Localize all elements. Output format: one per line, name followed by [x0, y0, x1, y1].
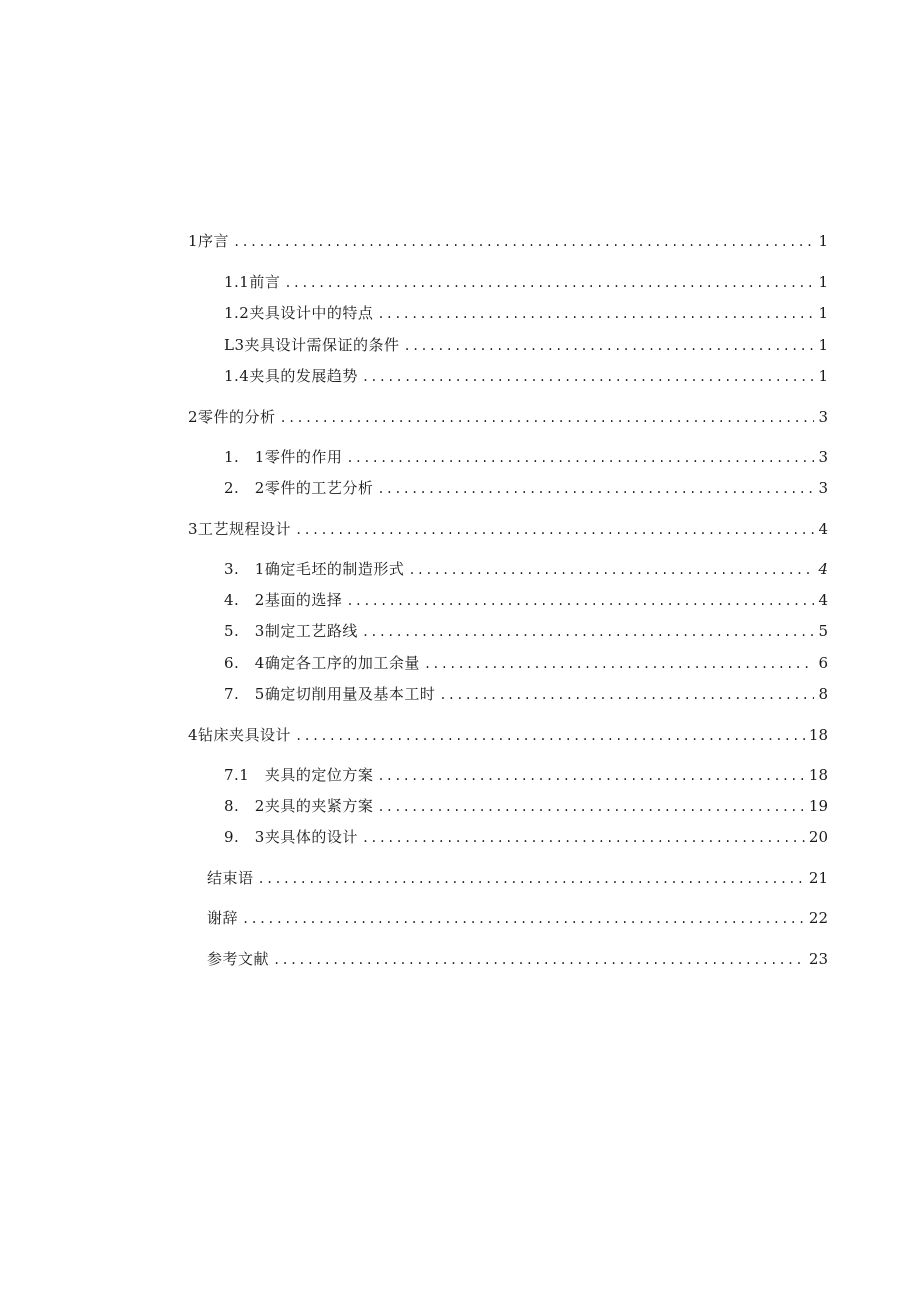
toc-entry[interactable]: [224, 653, 828, 673]
toc-entry[interactable]: [224, 447, 828, 467]
toc-entry-page: 1: [818, 273, 828, 291]
toc-entry-page: 4: [818, 560, 828, 578]
toc-leader-dots: [377, 479, 814, 499]
toc-entry-page: 8: [818, 685, 828, 703]
toc-entry-page: 3: [818, 448, 828, 466]
toc-leader-dots: [362, 367, 815, 387]
toc-leader-dots: [258, 869, 805, 889]
toc-leader-dots: [439, 685, 814, 705]
toc-entry[interactable]: [207, 868, 828, 888]
toc-leader-dots: [377, 797, 805, 817]
toc-entry[interactable]: [224, 272, 828, 292]
toc-leader-dots: [242, 909, 805, 929]
toc-entry[interactable]: [224, 765, 828, 785]
toc-entry[interactable]: [207, 908, 828, 928]
toc-entry[interactable]: [224, 559, 828, 579]
toc-entry-page: 1: [818, 232, 828, 250]
toc-leader-dots: [233, 232, 814, 252]
toc-entry[interactable]: [224, 478, 828, 498]
toc-entry[interactable]: [207, 949, 828, 969]
toc-entry[interactable]: [224, 827, 828, 847]
toc-entry-title: 4. 2基面的选择: [224, 591, 343, 609]
toc-entry-title: 3. 1确定毛坯的制造形式: [224, 560, 405, 578]
toc-entry-title: 6. 4确定各工序的加工余量: [224, 654, 420, 672]
toc-entry-page: 22: [808, 909, 828, 927]
toc-entry-page: 1: [818, 336, 828, 354]
toc-leader-dots: [362, 622, 815, 642]
toc-entry[interactable]: [224, 684, 828, 704]
toc-entry-title: L3夹具设计需保证的条件: [224, 336, 400, 354]
toc-entry-page: 5: [818, 622, 828, 640]
toc-entry-title: 4钻床夹具设计: [188, 726, 292, 744]
toc-entry[interactable]: [224, 335, 828, 355]
toc-entry-page: 21: [808, 869, 828, 887]
toc-entry-page: 4: [818, 520, 828, 538]
toc-entry[interactable]: [224, 366, 828, 386]
toc-leader-dots: [377, 304, 814, 324]
toc-entry[interactable]: [188, 725, 828, 745]
toc-entry-title: 1. 1零件的作用: [224, 448, 343, 466]
toc-entry[interactable]: [188, 407, 828, 427]
toc-leader-dots: [424, 654, 815, 674]
toc-entry-page: 6: [818, 654, 828, 672]
toc-leader-dots: [346, 448, 814, 468]
toc-entry-title: 结束语: [207, 869, 254, 887]
toc-entry-title: 2. 2零件的工艺分析: [224, 479, 374, 497]
toc-entry-title: 2零件的分析: [188, 408, 276, 426]
toc-entry-title: 7.1 夹具的定位方案: [224, 766, 374, 784]
toc-entry[interactable]: [224, 621, 828, 641]
toc-leader-dots: [273, 950, 805, 970]
toc-leader-dots: [377, 766, 805, 786]
toc-entry[interactable]: [224, 796, 828, 816]
toc-entry-page: 4: [818, 591, 828, 609]
toc-entry-title: 3工艺规程设计: [188, 520, 292, 538]
toc-entry-page: 3: [818, 408, 828, 426]
toc-entry-page: 1: [818, 367, 828, 385]
toc-leader-dots: [284, 273, 814, 293]
toc-entry[interactable]: [188, 519, 828, 539]
toc-entry-title: 1.4夹具的发展趋势: [224, 367, 358, 385]
toc-entry-page: 19: [808, 797, 828, 815]
toc-entry-page: 3: [818, 479, 828, 497]
toc-entry-title: 5. 3制定工艺路线: [224, 622, 358, 640]
toc-entry-page: 23: [808, 950, 828, 968]
toc-leader-dots: [295, 520, 814, 540]
toc-entry-title: 7. 5确定切削用量及基本工时: [224, 685, 436, 703]
toc-entry-title: 谢辞: [207, 909, 239, 927]
toc-entry[interactable]: [224, 590, 828, 610]
toc-entry-page: 1: [818, 304, 828, 322]
toc-leader-dots: [295, 726, 805, 746]
toc-entry[interactable]: [188, 231, 828, 251]
toc-entry-title: 9. 3夹具体的设计: [224, 828, 358, 846]
toc-leader-dots: [362, 828, 805, 848]
toc-entry-title: 参考文献: [207, 950, 270, 968]
toc-leader-dots: [346, 591, 814, 611]
toc-entry-title: 1.1前言: [224, 273, 281, 291]
toc-leader-dots: [280, 408, 815, 428]
toc-entry-page: 20: [808, 828, 828, 846]
toc-entry[interactable]: [224, 303, 828, 323]
toc-leader-dots: [408, 560, 814, 580]
toc-entry-title: 1序言: [188, 232, 230, 250]
toc-entry-page: 18: [808, 726, 828, 744]
toc-entry-title: 1.2夹具设计中的特点: [224, 304, 374, 322]
toc-leader-dots: [404, 336, 815, 356]
toc-entry-title: 8. 2夹具的夹紧方案: [224, 797, 374, 815]
toc-entry-page: 18: [808, 766, 828, 784]
